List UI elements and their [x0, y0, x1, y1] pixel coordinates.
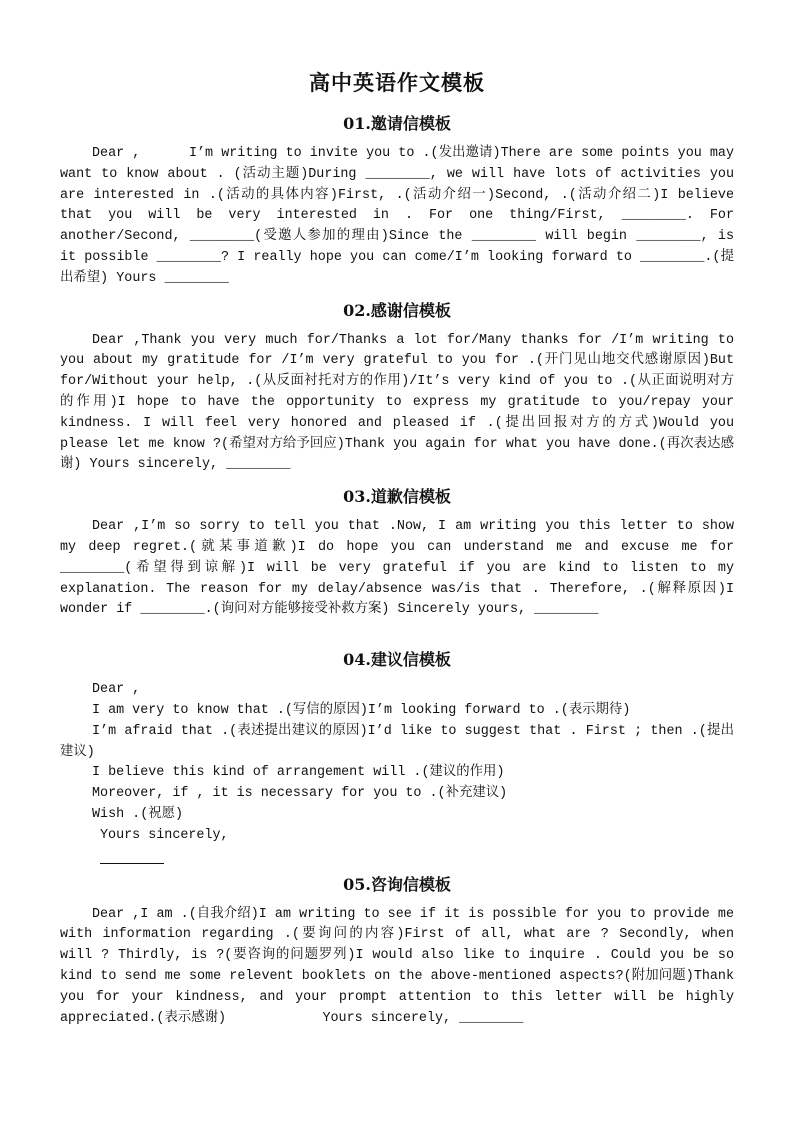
section-suggestion [60, 647, 734, 863]
letter-line: Dear , [92, 682, 141, 698]
section-heading: 01.邀请信模板 [343, 114, 451, 133]
letter-line: Moreover, if , it is necessary for you to .(补充建议) [92, 786, 508, 802]
document-page [60, 60, 734, 1037]
section-body: Dear ,I’m so sorry to tell you that .Now, I am writing you this letter to show my deep regret.(就某事道歉)I do hope you can understand me and excuse me for ________(希望得到谅解)I will be very grateful if you are kind to listen to my explanation. The reason for my delay/absence was/is that . Therefore, .(解释原因)I wonder if ________.(询问对方能够接受补救方案) Sincerely yours, ________ [60, 519, 734, 618]
letter-line: Wish .(祝愿) [92, 806, 184, 822]
section-heading: 05.咨询信模板 [343, 874, 451, 894]
section-thanks [60, 298, 734, 477]
section-heading: 02.感谢信模板 [343, 300, 451, 320]
section-heading: 03.道歉信模板 [343, 487, 451, 507]
page-title: 高中英语作文模板 [309, 70, 485, 95]
letter-line: I believe this kind of arrangement will .(建议的作用) [92, 765, 505, 781]
section-body: Dear , I’m writing to invite you to .(发出邀请)There are some points you may want to know about . (活动主题)During ________, we will have lots of activities you are interested in .(活动的具体内容)First, .(活动介绍一)Second, .(活动介绍二)I believe that you will be very interested in . For one thing/First, ________. For another/Second, ________(受邀人参加的理由)Since the ________ will begin ________, is it possible ________? I really hope you can come/I’m looking forward to ________.(提出希望) Yours ________ [60, 146, 734, 286]
closing-line: Yours sincerely, [100, 827, 229, 843]
section-heading: 04.建议信模板 [343, 650, 451, 670]
section-body: Dear ,I am .(自我介绍)I am writing to see if it is possible for you to provide me with information regarding .(要询问的内容)First of all, what are ? Secondly, when will ? Thirdly, is ?(要咨询的问题罗列)I would also like to inquire . Could you be so kind to send me some relevent booklets on the above-mentioned aspects?(附加问题)Thank you for your kindness, and your prompt attention to this letter will be highly appreciated.(表示感谢) Yours sincerely, ________ [60, 906, 734, 1026]
letter-line: I’m afraid that .(表述提出建议的原因)I’d like to suggest that . First ; then .(提出建议) [60, 723, 734, 760]
letter-line: I am very to know that .(写信的原因)I’m looking forward to .(表示期待) [92, 702, 631, 718]
section-invitation [60, 111, 734, 290]
section-body: Dear ,Thank you very much for/Thanks a lot for/Many thanks for /I’m writing to you about my gratitude for /I’m very grateful to you for .(开门见山地交代感谢原因)But for/Without your help, .(从反面衬托对方的作用)/It’s very kind of you to .(从正面说明对方的作用)I hope to have the opportunity to express my gratitude to you/repay your kindness. I will feel very honored and pleased if .(提出回报对方的方式)Would you please let me know ?(希望对方给予回应)Thank you again for what you have done.(再次表达感谢) Yours sincerely, ________ [60, 332, 734, 473]
section-apology [60, 484, 734, 621]
signature-blank [100, 849, 164, 864]
section-inquiry [60, 872, 734, 1030]
